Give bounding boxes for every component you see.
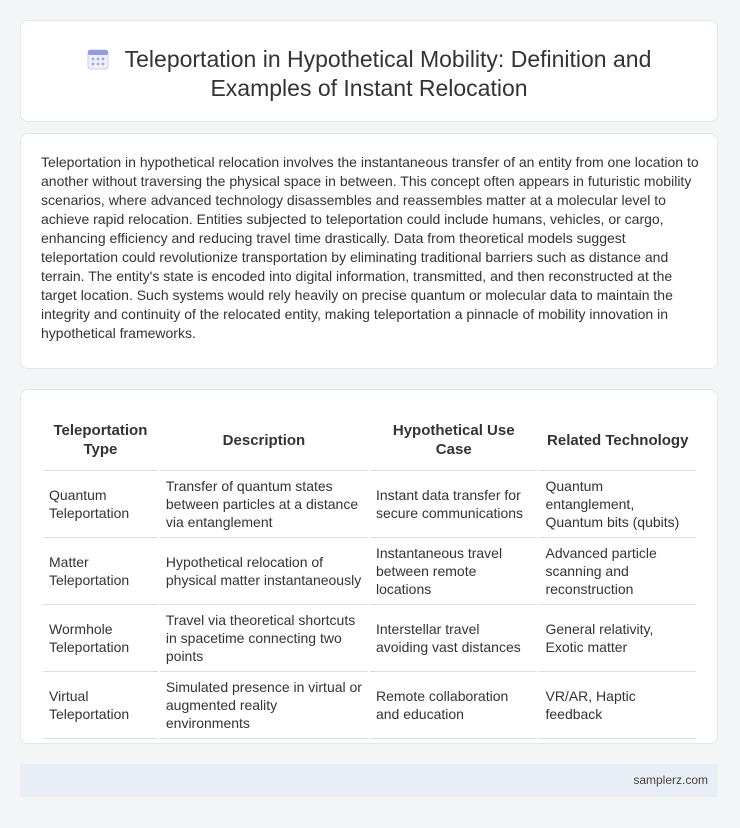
column-header: Hypothetical Use Case — [370, 410, 538, 471]
table-cell: Transfer of quantum states between particles at a distance via entanglement — [160, 471, 368, 538]
table-cell: Interstellar travel avoiding vast distances — [370, 605, 538, 672]
table-cell: VR/AR, Haptic feedback — [539, 672, 696, 739]
intro-card — [20, 133, 718, 369]
column-header: Teleportation Type — [43, 410, 158, 471]
table-cell: General relativity, Exotic matter — [539, 605, 696, 672]
footer-bar — [20, 764, 718, 797]
table-cell: Advanced particle scanning and reconstruction — [539, 538, 696, 605]
table-row — [43, 471, 696, 538]
table-cell: Quantum entanglement, Quantum bits (qubits) — [539, 471, 696, 538]
table-row — [43, 605, 696, 672]
teleportation-table — [41, 410, 698, 739]
column-header: Related Technology — [539, 410, 696, 471]
column-header: Description — [160, 410, 368, 471]
table-header-row — [43, 410, 696, 471]
table-card — [20, 389, 718, 744]
table-cell: Quantum Teleportation — [43, 471, 158, 538]
table-cell: Remote collaboration and education — [370, 672, 538, 739]
table-cell: Travel via theoretical shortcuts in spacetime connecting two points — [160, 605, 368, 672]
title-card — [20, 20, 718, 122]
page-title-wrap — [61, 45, 677, 103]
table-cell: Matter Teleportation — [43, 538, 158, 605]
table-cell: Wormhole Teleportation — [43, 605, 158, 672]
table-cell: Virtual Teleportation — [43, 672, 158, 739]
page-title: Teleportation in Hypothetical Mobility: Definition and Examples of Instant Relocation — [124, 46, 652, 101]
table-row — [43, 672, 696, 739]
table-row — [43, 538, 696, 605]
intro-paragraph: Teleportation in hypothetical relocation involves the instantaneous transfer of an entity from one location to another without traversing the physical space in between. This concept often appears in futuristic mobility scenarios, where advanced technology disassembles and reassembles matter at a molecular level to achieve rapid relocation. Entities subjected to teleportation could include humans, vehicles, or cargo, enhancing efficiency and reducing travel time drastically. Data from theoretical models suggest teleportation could revolutionize transportation by eliminating traditional barriers such as distance and terrain. The entity's state is encoded into digital information, transmitted, and then reconstructed at the target location. Such systems would rely heavily on precise quantum or molecular data to maintain the integrity and continuity of the relocated entity, making teleportation a pinnacle of mobility innovation in hypothetical frameworks. — [41, 154, 699, 341]
calendar-grid-icon — [87, 48, 109, 70]
footer-site-link[interactable]: samplerz.com — [633, 773, 708, 787]
table-cell: Instant data transfer for secure communications — [370, 471, 538, 538]
table-cell: Instantaneous travel between remote locations — [370, 538, 538, 605]
table-cell: Simulated presence in virtual or augmented reality environments — [160, 672, 368, 739]
table-cell: Hypothetical relocation of physical matter instantaneously — [160, 538, 368, 605]
